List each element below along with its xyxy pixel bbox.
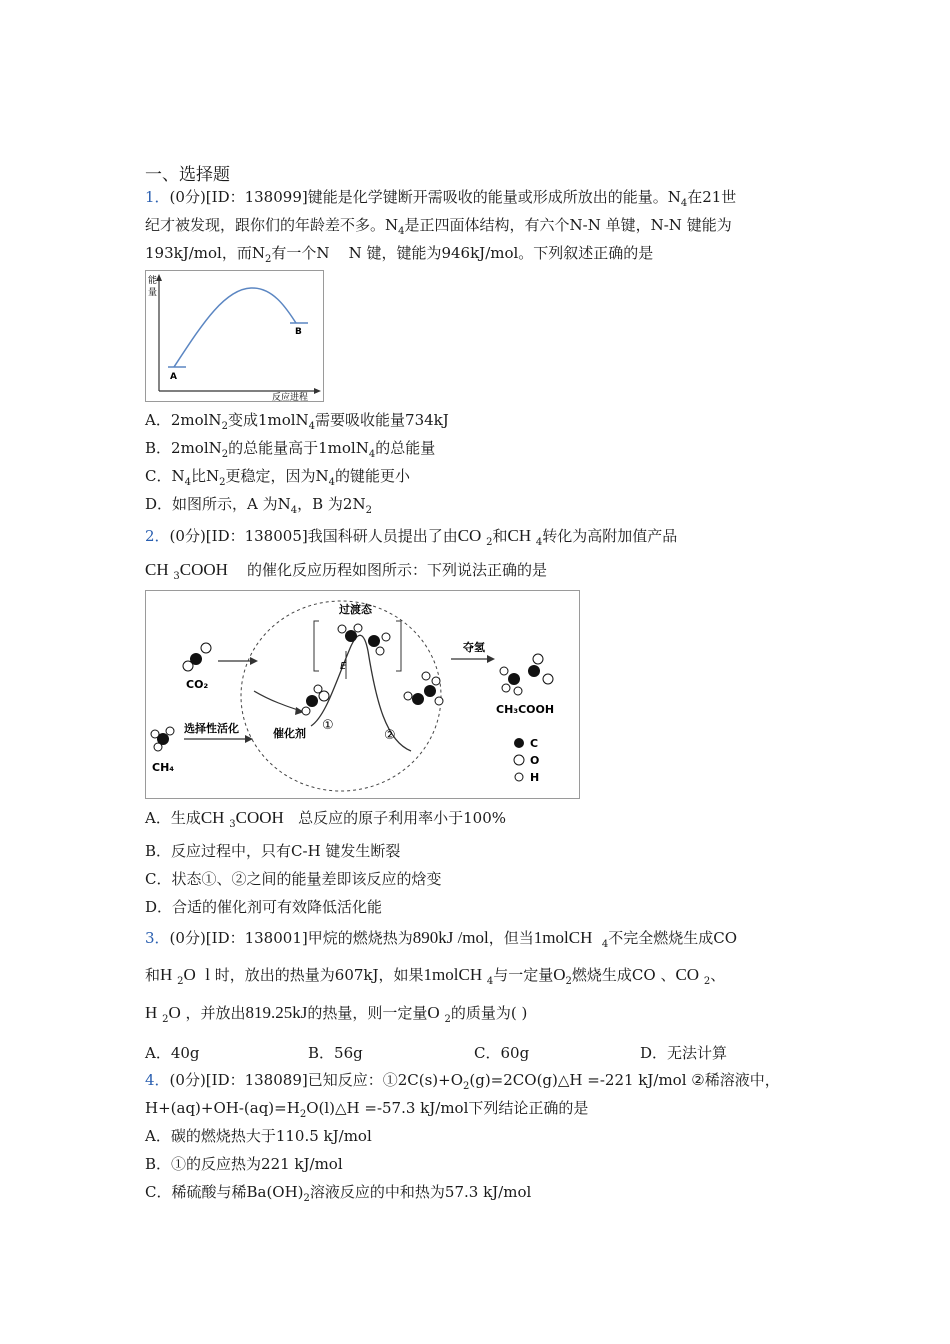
q4-option-b: B．①的反应热为221 kJ/mol (145, 1155, 343, 1173)
q3-option-c: C．60g (474, 1044, 530, 1062)
q1-fig-x-label: 反应进程 (272, 393, 309, 401)
q3-option-a: A．40g (145, 1044, 200, 1062)
q1-fig-y-label-2: 量 (148, 288, 158, 298)
q2-fig-selective: 选择性活化 (184, 722, 239, 735)
q3-option-d: D．无法计算 (640, 1044, 728, 1062)
q2-reaction-figure (145, 590, 580, 799)
q2-fig-co2: CO₂ (186, 678, 209, 691)
q4-option-c: C．稀硫酸与稀$Ba(OH)_2$溶液反应的中和热为57.3 kJ/mol (145, 1183, 532, 1204)
q4-line-1: 4．(0分)[ID：138089]已知反应：$①2C(s)+O_2(g)=2CO(g)\triangle H =-221$ kJ/mol ②稀溶液中， (145, 1071, 780, 1092)
q1-number: 1． (145, 188, 170, 206)
q2-fig-legend-h: H (530, 771, 540, 784)
q2-line-1: 2．(0分)[ID：138005]我国科研人员提出了由CO $_2$和CH $_4$转化为高附加值产品 (145, 526, 678, 548)
q1-option-b: B．2molN$_2$的总能量高于1molN$_4$的总能量 (145, 439, 436, 460)
q2-fig-transition: 过渡态 (339, 603, 372, 616)
q2-number: 2． (145, 527, 170, 545)
q3-line-1: 3．(0分)[ID：138001]甲烷的燃烧热为890kJ /mol，但当1molCH $_4$不完全燃烧生成CO (145, 928, 738, 950)
q2-fig-product: CH₃COOH (496, 703, 555, 716)
q4-option-a: A．碳的燃烧热大于110.5 kJ/mol (145, 1127, 372, 1145)
q2-option-c: C．状态①、②之间的能量差即该反应的焓变 (145, 870, 442, 888)
q1-line-2: 纪才被发现，跟你们的年龄差不多。$N_4$是正四面体结构，有六个N-N 单键，N-N 键能为 (145, 216, 732, 237)
q2-option-b: B．反应过程中，只有C-H 键发生断裂 (145, 842, 401, 860)
q1-option-d: D．如图所示，A 为$N_4$，B 为$2N_2$ (145, 495, 372, 516)
q2-line-2: CH $_3$COOH 的催化反应历程如图所示：下列说法正确的是 (145, 560, 548, 582)
q3-line-2: 和H $_2$O l 时，放出的热量为607kJ，如果1molCH $_4$与一定量$O_2$燃烧生成CO 、CO $_2$、 (145, 965, 726, 987)
q1-fig-point-a: A (170, 372, 177, 382)
q1-option-a: A．2molN$_2$变成1molN$_4$需要吸收能量734kJ (145, 411, 449, 432)
q1-fig-y-label-1: 能 (148, 276, 158, 286)
q1-line-3: 193kJ/mol，而$N_2$有一个N N 键，键能为946kJ/mol。下列叙述正确的是 (145, 244, 654, 265)
q3-number: 3． (145, 929, 170, 947)
q2-fig-legend-c: C (530, 737, 539, 750)
q2-fig-state1: ① (322, 718, 334, 733)
q2-fig-e: E (340, 661, 347, 672)
section-title: 一、选择题 (145, 165, 230, 185)
q2-fig-catalyst: 催化剂 (273, 727, 306, 740)
q1-line-1: 1．(0分)[ID：138099]键能是化学键断开需吸收的能量或形成所放出的能量。$N_4$在21世 (145, 188, 737, 209)
q1-option-c: C．$N_4$比$N_2$更稳定，因为$N_4$的键能更小 (145, 467, 411, 488)
q4-number: 4． (145, 1071, 170, 1089)
q3-line-3: H $_2$O ，并放出819.25kJ的热量，则一定量O $_2$的质量为( ) (145, 1003, 528, 1025)
q2-fig-ch4: CH₄ (152, 761, 175, 774)
q3-option-b: B．56g (308, 1044, 363, 1062)
q2-option-a: A．生成CH $_3$COOH 总反应的原子利用率小于100% (145, 808, 506, 830)
q1-energy-curve (174, 288, 296, 367)
q2-option-d: D．合适的催化剂可有效降低活化能 (145, 898, 383, 916)
q2-fig-state2: ② (384, 728, 396, 743)
q1-fig-point-b: B (295, 327, 302, 337)
q3-options (145, 1042, 845, 1062)
q1-energy-figure (145, 270, 324, 402)
q2-fig-legend-o: O (530, 754, 540, 767)
q4-line-2: $H+(aq)+OH-(aq)=H_2O(l)\triangle H =-57.3$ kJ/mol下列结论正确的是 (145, 1099, 589, 1120)
q2-fig-hydrogen: 夺氢 (463, 641, 485, 654)
